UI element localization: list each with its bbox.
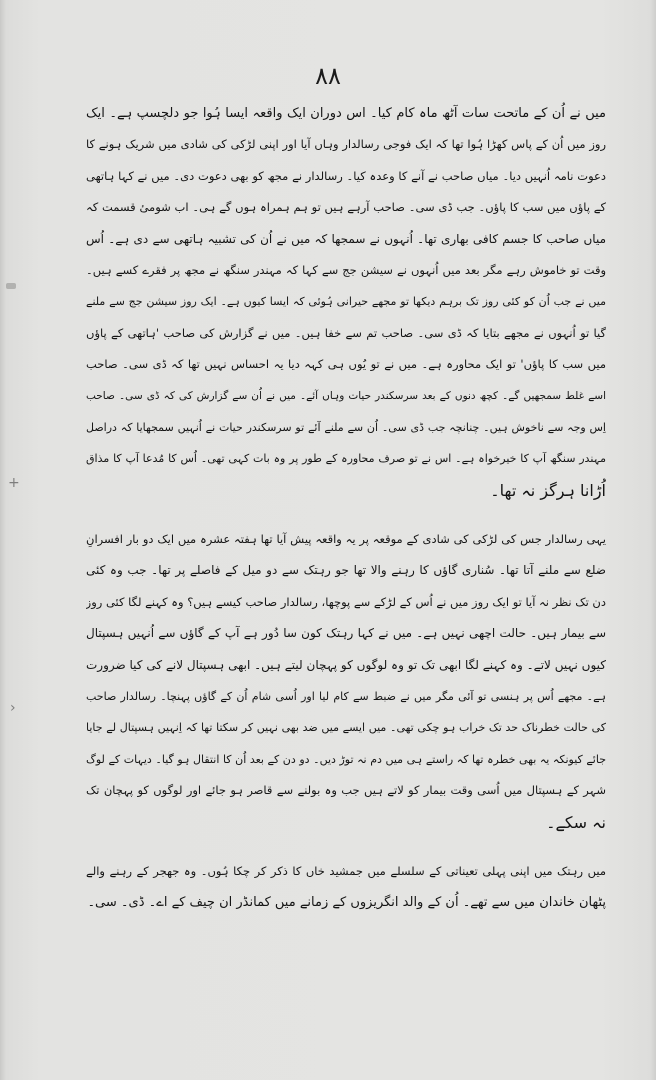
text-line: پٹھان خاندان میں سے تھے۔ اُن کے والد انگریزوں کے زمانے میں کمانڈر ان چیف کے اے۔ ڈی۔ سی۔ (87, 895, 606, 911)
text-line: شہر کے ہسپتال میں اُسی وقت بیمار کو لاتے ہیں جب وہ بولنے سے قاصر ہو جائے اور لوگوں کو پہچان تک (86, 783, 606, 798)
text-line: جائے کیونکہ یہ بھی خطرہ تھا کہ راستے ہی میں دم نہ توڑ دیں۔ دو دن کے بعد اُن کا انتقال ہو گیا۔ دیہات کے لوگ (86, 752, 606, 766)
text-line: دعوت نامہ اُنہیں دیا۔ میاں صاحب نے آنے کا وعدہ کیا۔ رسالدار نے مجھ کو بھی دعوت دی۔ میں نے کہا ہاتھی (86, 168, 606, 183)
text-line: اِس وجہ سے ناخوش ہیں۔ چنانچہ جب ڈی سی۔ اُن سے ملنے آئے تو سرسکندر حیات نے اُنہیں سمجھایا کہ دراصل (86, 420, 606, 434)
text-line: نہ سکے۔ (546, 812, 606, 832)
margin-mark: › (10, 700, 16, 716)
text-line: روز میں اُن کے پاس کھڑا ہُوا تھا کہ ایک فوجی رسالدار وہاں آیا اور اپنی لڑکی کی شادی میں شریک ہونے کا (86, 137, 606, 152)
text-line: دن تک نظر نہ آیا تو ایک روز میں نے اُس کے لڑکے سے پوچھا، رسالدار صاحب کیسے ہیں؟ وہ کہنے لگا کئی روز (86, 594, 606, 609)
text-line: مہندر سنگھ آپ کا خیرخواہ ہے۔ اس نے تو صرف محاورہ کے طور پر وہ بات کہی تھی۔ اُس کا مُدعا آپ کا مذاق (86, 452, 606, 466)
text-line: یہی رسالدار جس کی لڑکی کی شادی کے موقعہ پر یہ واقعہ پیش آیا تھا ہفتہ عشرہ میں ایک دو بار افسرانِ (86, 532, 606, 547)
text-line: ضلع سے ملنے آتا تھا۔ سُناری گاؤں کا رہنے والا تھا جو رہتک سے دو میل کے فاصلے پر تھا۔ جب وہ کئی (86, 563, 606, 578)
paragraph-2 (86, 524, 606, 838)
text-line: اسے غلط سمجھیں گے۔ کچھ دنوں کے بعد سرسکندر حیات وہاں آئے۔ میں نے اُن سے گزارش کی کہ ڈی سی۔ صاحب (86, 389, 606, 402)
text-line: کی حالت خطرناک حد تک خراب ہو چکی تھی۔ میں ایسے میں ضد بھی نہیں کر سکتا تھا کہ اِنہیں ہسپتال لے جایا (86, 721, 606, 735)
paragraph-1 (86, 98, 606, 506)
text-line: وقت تو خاموش رہے مگر بعد میں اُنہوں نے سیشن جج سے کہا کہ مہندر سنگھ نے مجھ پر فقرے کسے ہیں۔ (86, 262, 606, 277)
text-line: میں نے جب اُن کو کئی روز تک برہم دیکھا تو مجھے حیرانی ہُوئی کہ ایسا کیوں ہے۔ ایک روز سیشن جج سے ملنے (86, 295, 606, 309)
body-text (86, 98, 606, 919)
binding-hole (6, 283, 16, 289)
text-line: کے پاؤں میں سب کا پاؤں۔ جب ڈی سی۔ صاحب آرہے ہیں تو ہم ہمراہ ہوں گے ہی۔ اب شومیٔ قسمت کہ (86, 200, 606, 215)
margin-mark: + (8, 475, 20, 491)
text-line: میں رہتک میں اپنی پہلی تعیناتی کے سلسلے میں جمشید خاں کا ذکر کر چکا ہُوں۔ وہ جھجر کے رہنے والے (86, 863, 606, 878)
paragraph-3 (86, 856, 606, 919)
paragraph-gap (86, 506, 606, 524)
text-line: میاں صاحب کا جسم کافی بھاری تھا۔ اُنہوں نے سمجھا کہ میں نے اُن کی تشبیہ ہاتھی سے دی ہے۔ اُس (86, 231, 606, 246)
text-line: گیا تو اُنہوں نے مجھے بتایا کہ ڈی سی۔ صاحب تم سے خفا ہیں۔ میں نے گزارش کی صاحب 'ہاتھی کے پاؤں (86, 325, 606, 340)
page-number: ۸۸ (315, 62, 341, 90)
text-line: سے بیمار ہیں۔ حالت اچھی نہیں ہے۔ میں نے کہا رہتک کون سا دُور ہے آپ کے گاؤں سے اُنہیں ہسپتال (86, 626, 606, 641)
text-line: میں نے اُن کے ماتحت سات آٹھ ماہ کام کیا۔ اس دوران ایک واقعہ ایسا ہُوا جو دلچسپ ہے۔ ایک (86, 106, 606, 121)
text-line: کیوں نہیں لاتے۔ وہ کہنے لگا ابھی تک تو وہ لوگوں کو پہچان لیتے ہیں۔ ابھی ہسپتال لانے کی کیا ضرورت (86, 657, 606, 672)
paragraph-gap (86, 838, 606, 856)
text-line: ہے۔ مجھے اُس پر ہنسی تو آئی مگر میں نے ضبط سے کام لیا اور اُسی شام اُن کے گاؤں پہنچا۔ رسالدار صاحب (86, 690, 606, 704)
text-line: میں سب کا پاؤں' تو ایک محاورہ ہے۔ میں نے تو یُوں ہی کہہ دیا یہ احساس نہیں تھا کہ ڈی سی۔ صاحب (86, 357, 606, 372)
text-line: اُڑانا ہرگز نہ تھا۔ (490, 480, 606, 500)
